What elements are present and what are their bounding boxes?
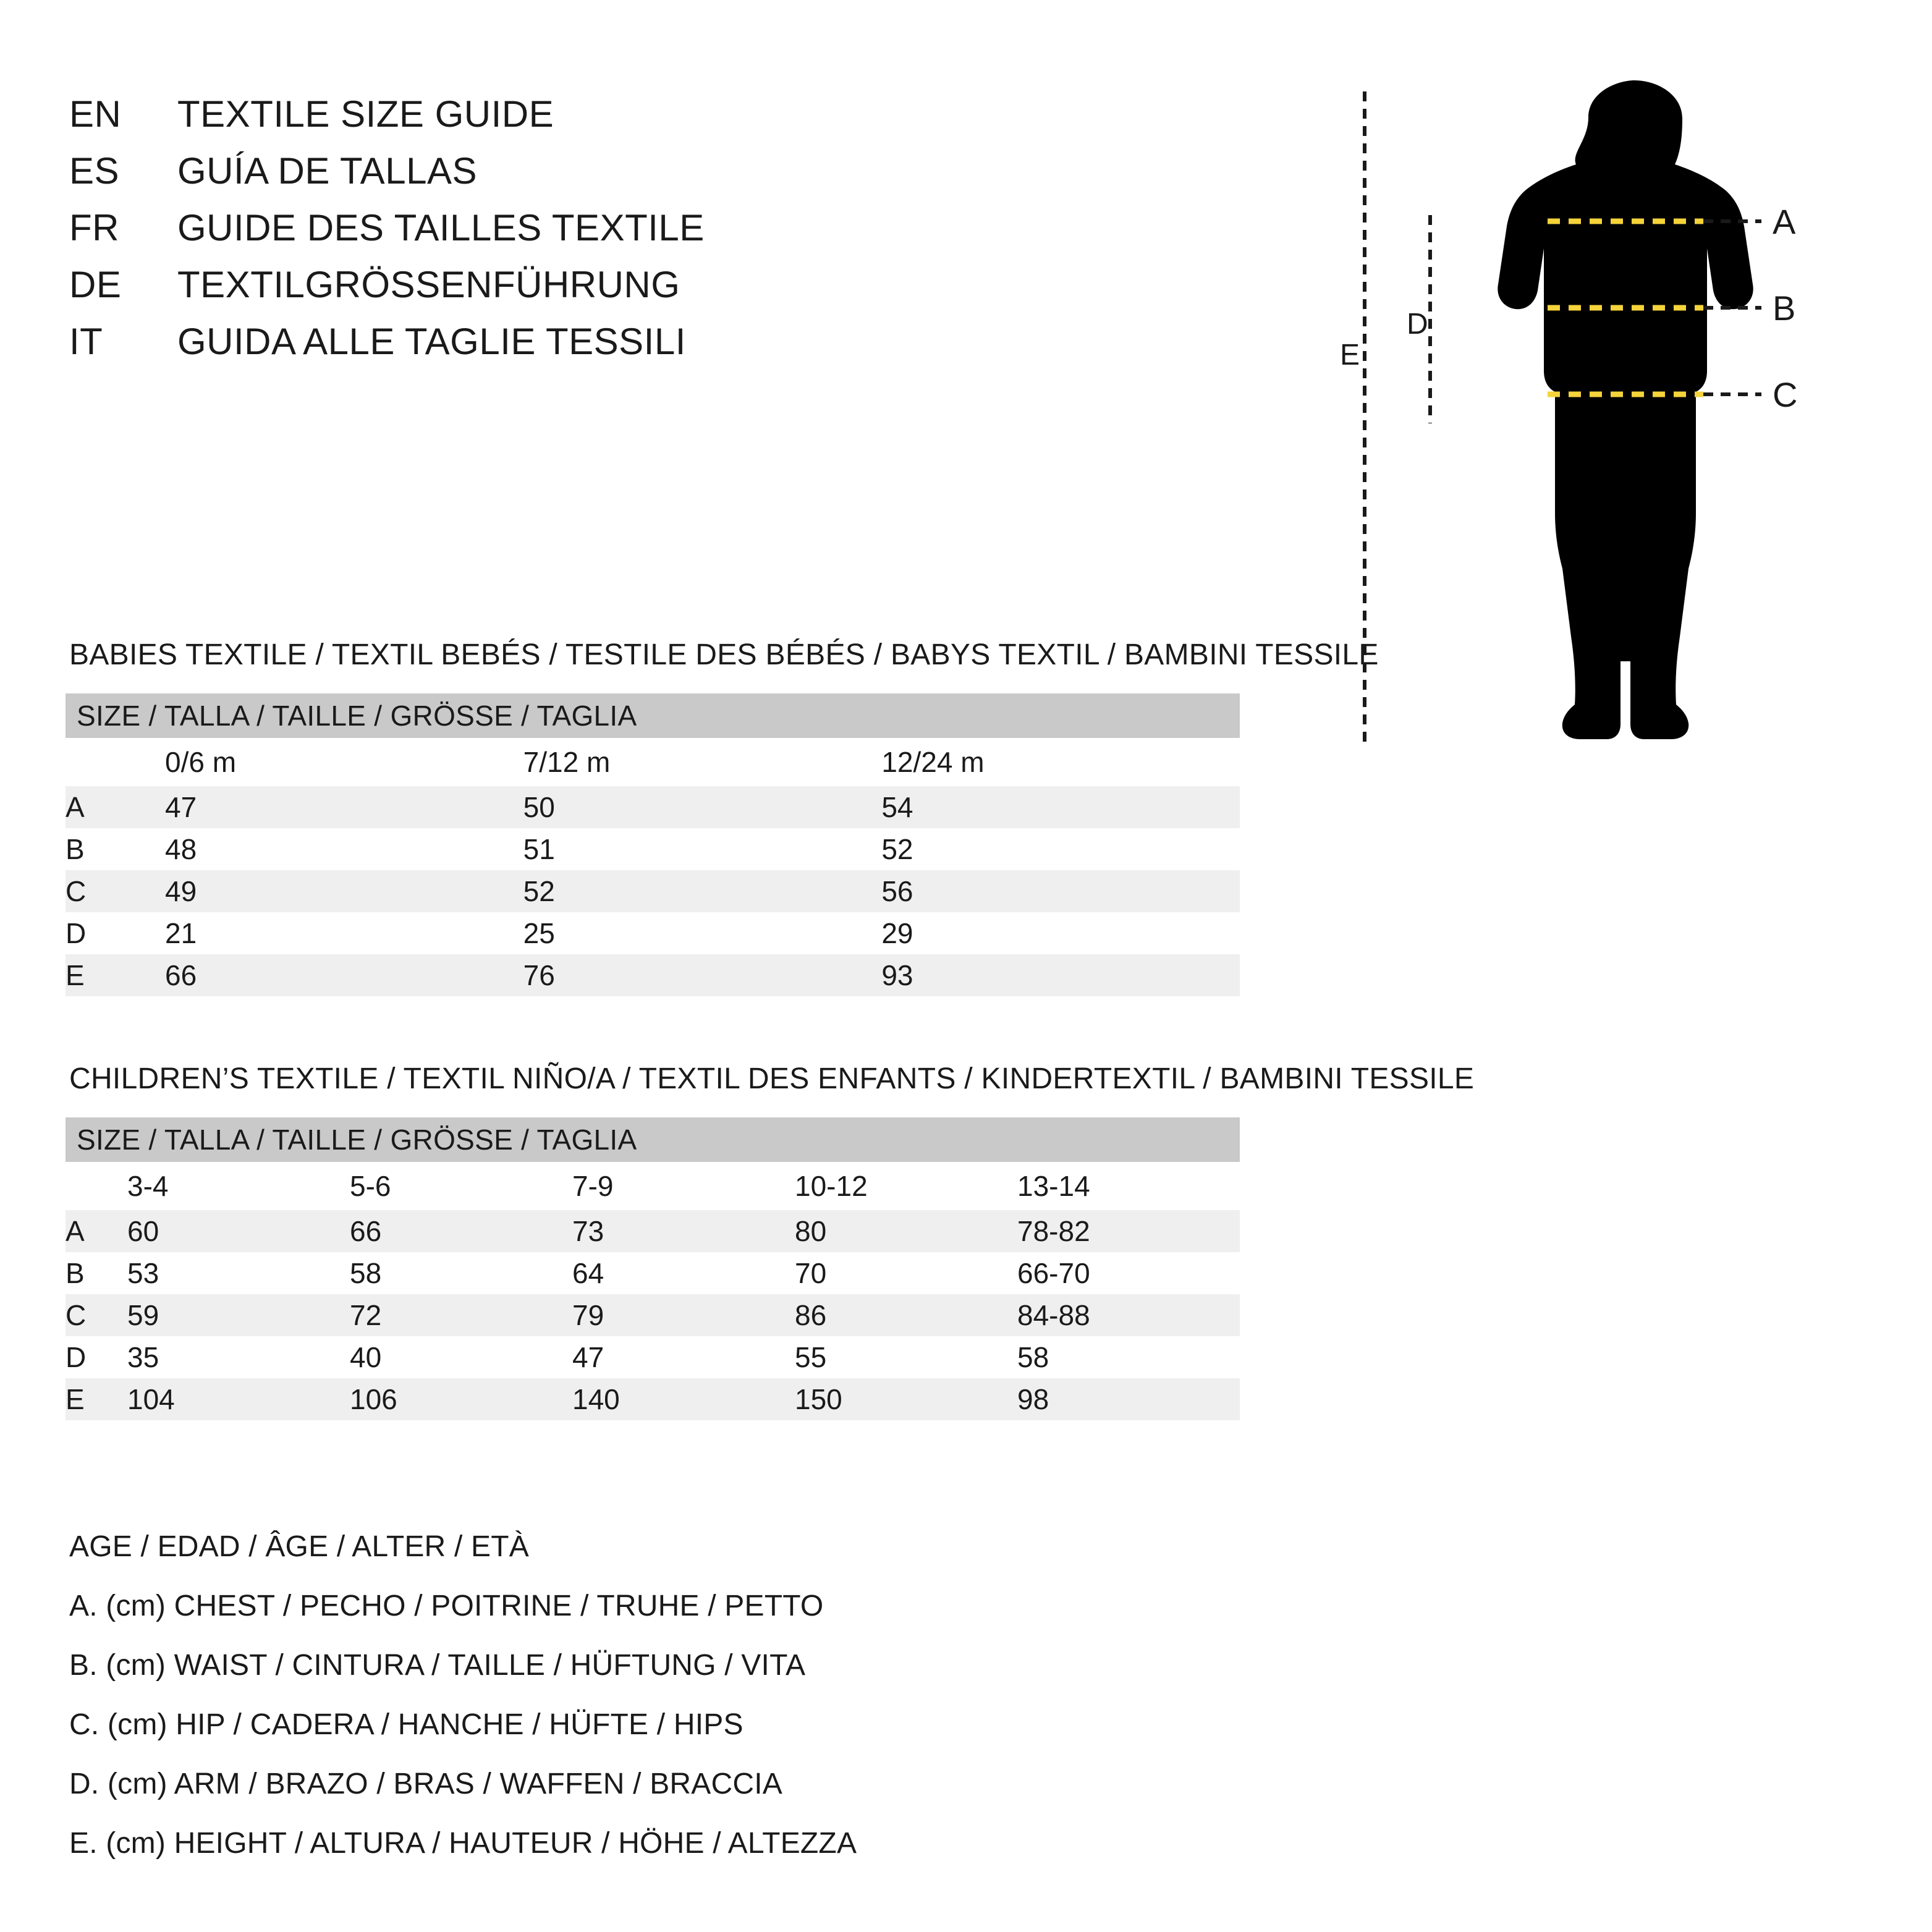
language-title-es: GUÍA DE TALLAS	[177, 150, 477, 192]
language-title-block	[69, 93, 1182, 377]
table-row	[66, 828, 1240, 870]
children-c-3: 86	[795, 1299, 827, 1331]
babies-e-2: 93	[881, 959, 913, 991]
babies-row-label-c: C	[66, 875, 87, 907]
children-e-2: 140	[572, 1383, 620, 1415]
table-header-row	[66, 1117, 1240, 1162]
babies-e-1: 76	[523, 959, 555, 991]
table-row	[66, 1378, 1240, 1420]
children-e-3: 150	[795, 1383, 842, 1415]
children-d-4: 58	[1017, 1341, 1049, 1373]
babies-col-1: 7/12 m	[523, 746, 611, 778]
children-c-1: 72	[350, 1299, 382, 1331]
language-title-fr: GUIDE DES TAILLES TEXTILE	[177, 207, 705, 248]
legend-line-c: C. (cm) HIP / CADERA / HANCHE / HÜFTE / HIPS	[69, 1708, 744, 1741]
language-title-it: GUIDA ALLE TAGLIE TESSILI	[177, 321, 686, 362]
children-row-label-b: B	[66, 1257, 85, 1289]
table-row	[66, 1252, 1240, 1294]
figure-label-b: B	[1773, 289, 1796, 328]
babies-a-0: 47	[165, 791, 197, 823]
babies-col-2: 12/24 m	[881, 746, 985, 778]
children-e-4: 98	[1017, 1383, 1049, 1415]
children-d-1: 40	[350, 1341, 382, 1373]
children-d-0: 35	[127, 1341, 159, 1373]
children-d-3: 55	[795, 1341, 827, 1373]
children-col-4: 13-14	[1017, 1170, 1090, 1202]
legend-line-e: E. (cm) HEIGHT / ALTURA / HAUTEUR / HÖHE / ALTEZZA	[69, 1827, 857, 1860]
children-table-header: SIZE / TALLA / TAILLE / GRÖSSE / TAGLIA	[77, 1124, 637, 1156]
legend-line-b: B. (cm) WAIST / CINTURA / TAILLE / HÜFTUNG / VITA	[69, 1649, 806, 1682]
children-b-3: 70	[795, 1257, 827, 1289]
babies-row-label-d: D	[66, 917, 87, 949]
babies-b-2: 52	[881, 833, 913, 865]
babies-a-2: 54	[881, 791, 913, 823]
language-row-es	[69, 150, 1182, 206]
children-a-0: 60	[127, 1215, 159, 1247]
children-section-title: CHILDREN’S TEXTILE / TEXTIL NIÑO/A / TEXTIL DES ENFANTS / KINDERTEXTIL / BAMBINI TESSILE	[69, 1062, 1475, 1095]
child-silhouette-icon	[1498, 80, 1753, 739]
children-c-4: 84-88	[1017, 1299, 1090, 1331]
children-b-0: 53	[127, 1257, 159, 1289]
babies-d-1: 25	[523, 917, 555, 949]
language-row-fr	[69, 206, 1182, 263]
babies-c-1: 52	[523, 875, 555, 907]
legend-line-a: A. (cm) CHEST / PECHO / POITRINE / TRUHE / PETTO	[69, 1590, 824, 1622]
children-row-label-c: C	[66, 1299, 87, 1331]
babies-d-2: 29	[881, 917, 913, 949]
table-row	[66, 954, 1240, 996]
children-size-table	[66, 1117, 1240, 1420]
babies-c-2: 56	[881, 875, 913, 907]
children-col-spacer	[66, 1162, 127, 1210]
children-col-1: 5-6	[350, 1170, 391, 1202]
children-c-0: 59	[127, 1299, 159, 1331]
babies-row-label-b: B	[66, 833, 85, 865]
babies-row-label-e: E	[66, 959, 85, 991]
babies-e-0: 66	[165, 959, 197, 991]
children-b-4: 66-70	[1017, 1257, 1090, 1289]
language-code-fr: FR	[69, 207, 119, 248]
babies-col-spacer	[66, 738, 165, 786]
children-column-row	[66, 1162, 1240, 1210]
language-row-en	[69, 93, 1182, 150]
children-row-label-a: A	[66, 1215, 85, 1247]
measurement-figure	[1340, 80, 1860, 773]
babies-column-row	[66, 738, 1240, 786]
legend-line-age: AGE / EDAD / ÂGE / ALTER / ETÀ	[69, 1530, 529, 1563]
language-row-it	[69, 320, 1182, 377]
language-code-it: IT	[69, 321, 103, 362]
children-c-2: 79	[572, 1299, 604, 1331]
children-b-2: 64	[572, 1257, 604, 1289]
language-title-en: TEXTILE SIZE GUIDE	[177, 93, 554, 135]
children-a-2: 73	[572, 1215, 604, 1247]
babies-col-0: 0/6 m	[165, 746, 237, 778]
children-d-2: 47	[572, 1341, 604, 1373]
children-a-4: 78-82	[1017, 1215, 1090, 1247]
children-col-3: 10-12	[795, 1170, 868, 1202]
table-row	[66, 870, 1240, 912]
children-b-1: 58	[350, 1257, 382, 1289]
children-col-2: 7-9	[572, 1170, 614, 1202]
measurement-legend	[69, 1517, 857, 1873]
babies-b-0: 48	[165, 833, 197, 865]
language-row-de	[69, 263, 1182, 320]
children-e-1: 106	[350, 1383, 397, 1415]
figure-label-d: D	[1407, 308, 1428, 341]
babies-b-1: 51	[523, 833, 555, 865]
figure-label-a: A	[1773, 202, 1796, 241]
language-title-de: TEXTILGRÖSSENFÜHRUNG	[177, 264, 680, 305]
legend-line-d: D. (cm) ARM / BRAZO / BRAS / WAFFEN / BRACCIA	[69, 1768, 782, 1800]
figure-label-c: C	[1773, 375, 1798, 414]
table-row	[66, 1294, 1240, 1336]
babies-row-label-a: A	[66, 791, 85, 823]
language-code-es: ES	[69, 150, 120, 192]
babies-a-1: 50	[523, 791, 555, 823]
children-a-3: 80	[795, 1215, 827, 1247]
babies-section-title: BABIES TEXTILE / TEXTIL BEBÉS / TESTILE DES BÉBÉS / BABYS TEXTIL / BAMBINI TESSILE	[69, 638, 1379, 671]
babies-c-0: 49	[165, 875, 197, 907]
table-row	[66, 1210, 1240, 1252]
table-row	[66, 1336, 1240, 1378]
table-header-row	[66, 693, 1240, 738]
children-row-label-d: D	[66, 1341, 87, 1373]
babies-size-table	[66, 693, 1240, 996]
children-a-1: 66	[350, 1215, 382, 1247]
children-e-0: 104	[127, 1383, 175, 1415]
children-col-0: 3-4	[127, 1170, 169, 1202]
babies-table-header: SIZE / TALLA / TAILLE / GRÖSSE / TAGLIA	[77, 700, 637, 732]
table-row	[66, 786, 1240, 828]
figure-label-e: E	[1340, 339, 1360, 371]
table-row	[66, 912, 1240, 954]
language-code-en: EN	[69, 93, 122, 135]
language-code-de: DE	[69, 264, 122, 305]
children-row-label-e: E	[66, 1383, 85, 1415]
babies-d-0: 21	[165, 917, 197, 949]
